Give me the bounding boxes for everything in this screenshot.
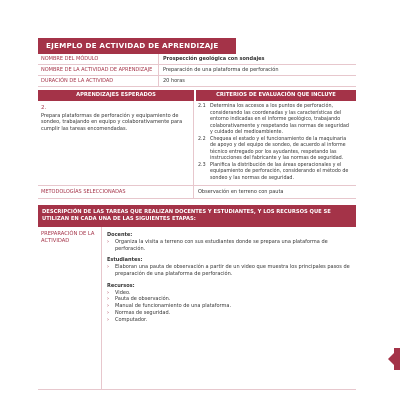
recursos-title: Recursos: (107, 282, 135, 289)
tasks-band: DESCRIPCIÓN DE LAS TAREAS QUE REALIZAN DOCENTES Y ESTUDIANTES, Y LOS RECURSOS QUE SE UTILIZAN EN CADA UNA DE LAS SIGUIENTES ETAPAS: (38, 205, 356, 227)
estudiantes-title: Estudiantes: (107, 257, 143, 264)
side-tab-marker (394, 348, 400, 370)
header-criteria: CRITERIOS DE EVALUACIÓN QUE INCLUYE (196, 90, 356, 101)
field-value: Prospección geológica con sondajes (163, 56, 265, 62)
list-item: › Computador. (107, 316, 148, 323)
list-item: › Manual de funcionamiento de una plataforma. (107, 303, 232, 310)
criterion-item: 2.2 Chequea el estado y el funcionamiento de la maquinaria de apoyo y del equipo de sondeo, de acuerdo al informe técnico entregado por los ayudantes, respetando las instrucciones del fabricante y las normas de seguridad. (198, 136, 347, 161)
list-item: › Pauta de observación. (107, 296, 171, 303)
document-page (10, 38, 356, 323)
chevron-right-icon: › (107, 296, 109, 303)
preparation-content (102, 227, 356, 389)
preparation-label: PREPARACIÓN DE LA ACTIVIDAD (38, 227, 102, 389)
chevron-right-icon: › (107, 238, 109, 245)
table-header-row (38, 90, 356, 101)
field-value: 20 horas (163, 78, 185, 84)
field-row-duration (38, 76, 356, 87)
field-label: DURACIÓN DE LA ACTIVIDAD (38, 76, 159, 86)
field-value: Preparación de una plataforma de perforación (163, 67, 279, 73)
chevron-right-icon: › (107, 289, 109, 296)
field-row-module (38, 54, 356, 65)
list-item: › Video. (107, 289, 131, 296)
header-learning: APRENDIZAJES ESPERADOS (38, 90, 194, 101)
activity-table (38, 54, 356, 390)
methodology-label: METODOLOGÍAS SELECCIONADAS (38, 186, 194, 198)
methodology-row (38, 186, 356, 199)
field-row-activity (38, 65, 356, 76)
docente-title: Docente: (107, 232, 133, 238)
learning-cell (38, 101, 194, 185)
methodology-value: Observación en terreno con pauta (198, 189, 284, 195)
learning-text: Prepara plataformas de perforación y equipamiento de sondeo, trabajando en equipo y colaborativamente para cumplir las tareas encomendadas. (41, 112, 183, 132)
preparation-row (38, 227, 356, 390)
field-label: NOMBRE DEL MÓDULO (38, 54, 159, 64)
document-title: EJEMPLO DE ACTIVIDAD DE APRENDIZAJE (38, 38, 236, 54)
page-edge-triangle (388, 353, 394, 365)
list-item: › Elaboran una pauta de observación a partir de un video que muestra los principales pasos de preparación de una plataforma de perforación. (107, 264, 350, 277)
criterion-item: 2.1 Determina los accesos a los puntos de perforación, considerando las coordenadas y las características del entorno indicadas en el informe geológico, trabajando colaborativamente y respetando las normas de seguridad y cuidado del medioambiente. (198, 104, 349, 135)
field-label: NOMBRE DE LA ACTIVIDAD DE APRENDIZAJE (38, 65, 159, 75)
chevron-right-icon: › (107, 309, 109, 316)
learning-criteria-row (38, 101, 356, 186)
chevron-right-icon: › (107, 303, 109, 310)
chevron-right-icon: › (107, 264, 109, 271)
criterion-item: 2.3 Planifica la distribución de las áreas operacionales y el equipamiento de perforación, considerando el método de sondeo y las normas de seguridad. (198, 162, 349, 181)
criteria-cell (194, 101, 356, 185)
list-item: › Organiza la visita a terreno con sus estudiantes donde se prepara una plataforma de perforación. (107, 238, 328, 252)
learning-number: 2. (41, 105, 47, 111)
list-item: › Normas de seguridad. (107, 309, 171, 316)
chevron-right-icon: › (107, 316, 109, 323)
